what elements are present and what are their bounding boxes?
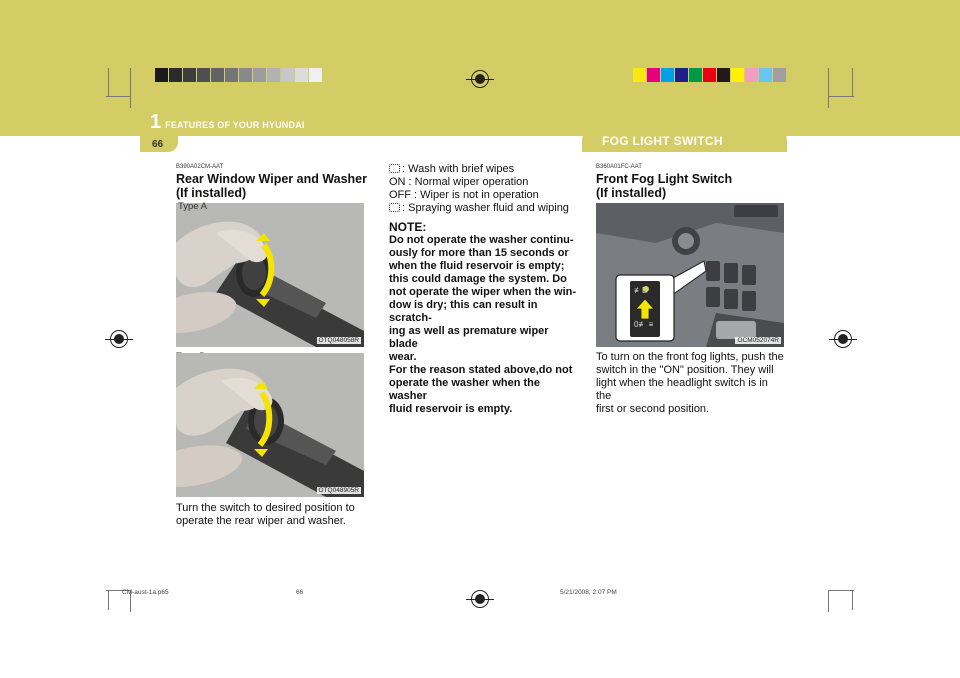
gray-swatch [253, 68, 266, 82]
wiper-mode-list [389, 163, 579, 416]
right-heading-line1: Front Fog Light Switch [596, 172, 733, 186]
gray-swatch [225, 68, 238, 82]
color-swatch [731, 68, 744, 82]
color-swatch [773, 68, 786, 82]
registration-mark-right [834, 330, 852, 348]
color-swatch [633, 68, 646, 82]
gray-swatch [295, 68, 308, 82]
right-heading [596, 172, 732, 200]
note-line: operate the washer when the washer [389, 377, 540, 402]
color-swatch [675, 68, 688, 82]
wiper-photo-type-a [176, 203, 364, 347]
color-swatch [647, 68, 660, 82]
color-swatch [661, 68, 674, 82]
photo-b-caption: OTQ048905R [318, 487, 359, 494]
registration-mark-bottom [471, 590, 489, 608]
note-line: ing as well as premature wiper blade [389, 325, 549, 350]
svg-text:≢D: ≢D [634, 286, 648, 295]
left-heading-line2: (If installed) [176, 186, 247, 200]
crop-mark [852, 590, 853, 610]
note-line: wear. [389, 351, 417, 363]
gray-swatch [155, 68, 168, 82]
note-line: fluid reservoir is empty. [389, 403, 513, 415]
color-swatch [759, 68, 772, 82]
note-line: this could damage the system. Do [389, 273, 567, 285]
gray-swatch [197, 68, 210, 82]
photo-a-caption: OTQ048058R [318, 337, 359, 344]
fog-photo-caption: OCM052074R [737, 337, 779, 344]
crop-mark [828, 590, 829, 612]
crop-mark [852, 68, 853, 96]
note-body [389, 234, 579, 416]
gray-swatch [309, 68, 322, 82]
crop-mark [828, 590, 854, 591]
right-heading-line2: (If installed) [596, 186, 667, 200]
crop-mark [828, 68, 829, 108]
note-line: dow is dry; this can result in scratch- [389, 299, 538, 324]
svg-text:0≢ ≡: 0≢ ≡ [634, 320, 654, 329]
gray-swatch [183, 68, 196, 82]
note-line: Do not operate the washer continu- [389, 234, 574, 246]
note-line: when the fluid reservoir is empty; [389, 260, 565, 272]
crop-mark [130, 68, 131, 108]
fog-light-switch-photo [596, 203, 784, 347]
gray-registration-bar [155, 68, 323, 82]
left-body-line1: Turn the switch to desired position to [176, 502, 355, 514]
note-line: not operate the wiper when the win- [389, 286, 577, 298]
mode-line-spray: : Spraying washer fluid and wiping [389, 202, 579, 215]
header-band [0, 0, 960, 136]
gray-swatch [211, 68, 224, 82]
footer-filename: CM-aust-1a.p65 [122, 589, 169, 596]
footer-date: 5/21/2008, 2:07 PM [560, 589, 617, 596]
mode-line-on: ON : Normal wiper operation [389, 176, 529, 188]
section-title: FOG LIGHT SWITCH [602, 134, 723, 148]
color-swatch [745, 68, 758, 82]
color-swatch [717, 68, 730, 82]
crop-mark [108, 590, 109, 610]
note-heading: NOTE: [389, 220, 427, 234]
chapter-number: 1 [150, 111, 162, 133]
gray-swatch [239, 68, 252, 82]
wiper-photo-type-b [176, 353, 364, 497]
washer-spray-icon [389, 203, 400, 212]
right-body-line: switch in the "ON" position. They will [596, 364, 774, 376]
note-line: For the reason stated above,do not [389, 364, 573, 376]
crop-mark [108, 68, 109, 96]
color-swatch [703, 68, 716, 82]
right-body-line: To turn on the front fog lights, push the [596, 351, 784, 363]
gray-swatch [267, 68, 280, 82]
footer-page: 66 [296, 589, 304, 596]
left-body-text [176, 502, 355, 528]
page-number: 66 [152, 139, 164, 150]
chapter-header [150, 111, 305, 134]
washer-wipe-icon [389, 164, 400, 173]
mode-line-off: OFF : Wiper is not in operation [389, 189, 539, 201]
registration-mark-top [471, 70, 489, 88]
note-line: ously for more than 15 seconds or [389, 247, 569, 259]
gray-swatch [169, 68, 182, 82]
left-body-line2: operate the rear wiper and washer. [176, 515, 346, 527]
left-heading [176, 172, 367, 200]
type-a-label: Type A [178, 201, 208, 212]
gray-swatch [281, 68, 294, 82]
registration-mark-left [110, 330, 128, 348]
crop-mark [106, 96, 130, 97]
color-registration-bar [633, 68, 787, 82]
color-swatch [689, 68, 702, 82]
right-body-line: first or second position. [596, 403, 710, 415]
chapter-title: FEATURES OF YOUR HYUNDAI [165, 120, 305, 130]
right-body-text [596, 351, 786, 416]
mode-line-wash: : Wash with brief wipes [389, 163, 579, 176]
left-section-code: B390A02CM-AAT [176, 164, 224, 170]
crop-mark [828, 96, 854, 97]
left-heading-line1: Rear Window Wiper and Washer [176, 172, 368, 186]
right-body-line: light when the headlight switch is in the [596, 377, 768, 402]
right-section-code: B360A01FC-AAT [596, 164, 642, 170]
